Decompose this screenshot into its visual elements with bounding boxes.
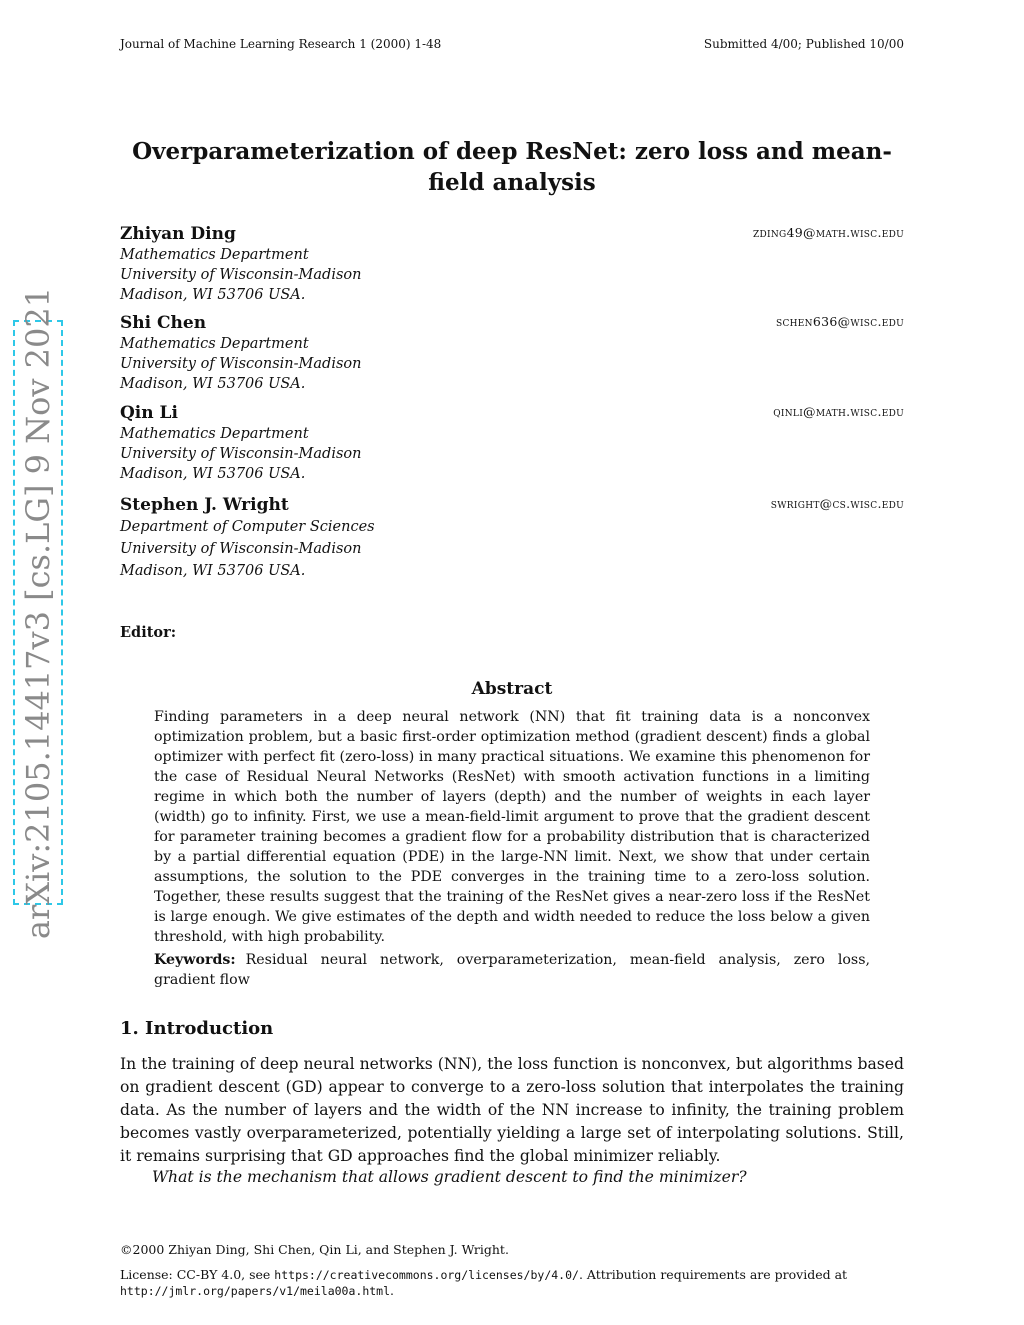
author-email[interactable]: zding49@math.wisc.edu [752, 225, 904, 240]
author-email[interactable]: schen636@wisc.edu [775, 314, 904, 329]
license-prefix: License: CC-BY 4.0, see [120, 1267, 275, 1282]
intro-question: What is the mechanism that allows gradient descent to find the minimizer? [152, 1168, 747, 1186]
arxiv-stamp[interactable] [13, 286, 63, 939]
abstract-text: Finding parameters in a deep neural network (NN) that fit training data is a nonconvex optimization problem, but a basic first-order optimization method (gradient descent) finds a global optimizer with perfect fit (zero-loss) in many practical situations. We examine this phenomenon for the case of Residual Neural Networks (ResNet) with smooth activation functions in a limiting regime in which both the number of layers (depth) and the number of weights in each layer (width) go to infinity. First, we use a mean-field-limit argument to prove that the gradient descent for parameter training becomes a gradient flow for a probability distribution that is characterized by a partial differential equation (PDE) in the large-NN limit. Next, we show that under certain assumptions, the solution to the PDE converges in the training time to a zero-loss solution. Together, these results suggest that the training of the ResNet gives a near-zero loss if the ResNet is large enough. We give estimates of the depth and width needed to reduce the loss below a given threshold, with high probability. [154, 709, 870, 945]
affiliation-line: Department of Computer Sciences [120, 519, 375, 535]
license-link[interactable]: https://creativecommons.org/licenses/by/4.0/ [274, 1268, 579, 1282]
author-email[interactable]: qinli@math.wisc.edu [773, 404, 904, 419]
affiliation-line: University of Wisconsin-Madison [120, 267, 362, 283]
keywords-label: Keywords: [154, 952, 236, 968]
journal-header: Journal of Machine Learning Research 1 (2000) 1-48 [120, 37, 442, 51]
editor-label: Editor: [120, 624, 177, 641]
affiliation-line: Madison, WI 53706 USA. [120, 287, 306, 303]
affiliation-line: Mathematics Department [120, 247, 309, 263]
affiliation-line: University of Wisconsin-Madison [120, 356, 362, 372]
author-name: Zhiyan Ding [120, 224, 236, 244]
abstract-heading: Abstract [471, 679, 553, 699]
author-entry [120, 223, 904, 305]
affiliation-line: Madison, WI 53706 USA. [120, 466, 306, 482]
affiliation-line: Madison, WI 53706 USA. [120, 376, 306, 392]
affiliation-line: University of Wisconsin-Madison [120, 446, 362, 462]
author-email[interactable]: swright@cs.wisc.edu [770, 496, 904, 511]
submission-dates: Submitted 4/00; Published 10/00 [703, 37, 904, 51]
intro-paragraph: In the training of deep neural networks (NN), the loss function is nonconvex, but algorithms based on gradient descent (GD) appear to converge to a zero-loss solution that interpolates the training data. As the number of layers and the width of the NN increase to infinity, the training problem becomes vastly overparameterized, potentially yielding a large set of interpolating solutions. Still, it remains surprising that GD approaches find the global minimizer reliably. [120, 1055, 904, 1165]
author-name: Qin Li [120, 403, 178, 423]
author-entry [120, 402, 904, 484]
keywords [154, 950, 870, 990]
keywords-list: Residual neural network, overparameterization, mean-field analysis, zero loss, gradient flow [154, 952, 870, 988]
affiliation-line: Mathematics Department [120, 336, 309, 352]
arxiv-stamp-text: arXiv:2105.14417v3 [cs.LG] 9 Nov 2021 [19, 286, 57, 939]
license-notice [120, 1267, 904, 1299]
section-heading: 1. Introduction [120, 1018, 274, 1039]
paper-title: Overparameterization of deep ResNet: zero loss and mean-field analysis [132, 138, 892, 196]
affiliation-line: Mathematics Department [120, 426, 309, 442]
license-suffix: . Attribution requirements are provided at [578, 1267, 848, 1282]
author-name: Stephen J. Wright [120, 495, 289, 515]
copyright-notice: ©2000 Zhiyan Ding, Shi Chen, Qin Li, and Stephen J. Wright. [120, 1242, 509, 1257]
affiliation-line: Madison, WI 53706 USA. [120, 563, 306, 579]
author-entry [120, 312, 904, 394]
affiliation-line: University of Wisconsin-Madison [120, 541, 362, 557]
author-name: Shi Chen [120, 313, 207, 333]
attribution-link[interactable]: http://jmlr.org/papers/v1/meila00a.html [120, 1284, 391, 1298]
attribution-end: . [390, 1283, 395, 1298]
author-entry [120, 494, 904, 582]
